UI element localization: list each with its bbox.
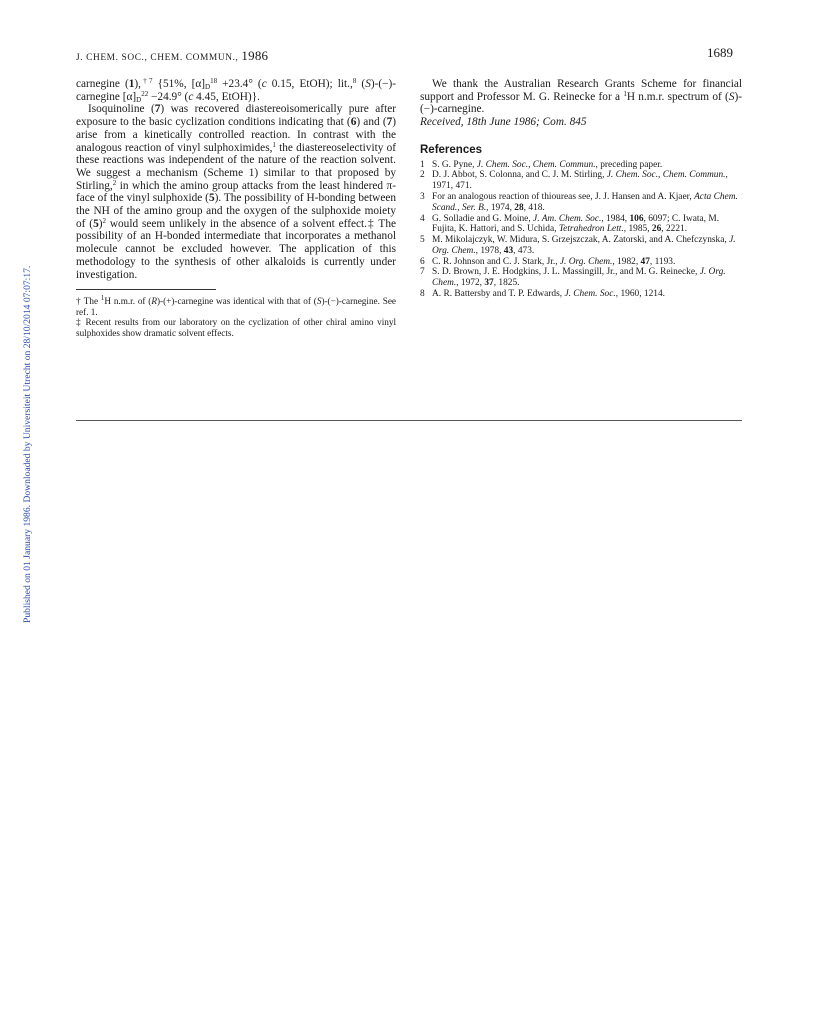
download-notice-link[interactable]: Published on 01 January 1986. Downloaded by Universiteit Utrecht on 28/10/2014 07:07:17. [22, 265, 33, 623]
reference-item: 7 S. D. Brown, J. E. Hodgkins, J. L. Massingill, Jr., and M. G. Reinecke, J. Org. Chem., 1972, 37, 1825. [420, 267, 726, 289]
reference-list [420, 160, 742, 300]
reference-item: 6 C. R. Johnson and C. J. Stark, Jr., J. Org. Chem., 1982, 47, 1193. [420, 256, 676, 267]
right-column [420, 78, 742, 300]
reference-item: 5 M. Mikolajczyk, W. Midura, S. Grzejszczak, A. Zatorski, and A. Chefczynska, J. Org. Chem., 1978, 43, 473. [420, 235, 736, 256]
acknowledgement: We thank the Australian Research Grants Scheme for financial support and Professor M. G. Reinecke for a $^1$H n.m.r. spectrum of (S)-(−)-carnegine. [420, 78, 742, 116]
page-end-rule [76, 420, 742, 421]
journal-year: 1986 [241, 48, 269, 63]
footnote-divider [76, 289, 216, 290]
reference-item: 4 G. Solladie and G. Moine, J. Am. Chem. Soc., 1984, 106, 6097; C. Iwata, M. Fujita, K. Hattori, and S. Uchida, Tetrahedron Lett., 1985, 26, 2221. [420, 213, 720, 235]
download-notice [4, 215, 33, 623]
reference-item: 8 A. R. Battersby and T. P. Edwards, J. Chem. Soc., 1960, 1214. [420, 289, 665, 300]
received-date: Received, 18th June 1986; Com. 845 [420, 116, 587, 129]
reference-item: 3 For an analogous reaction of thioureas see, J. J. Hansen and A. Kjaer, Acta Chem. Scand., Ser. B., 1974, 28, 418. [420, 191, 738, 213]
journal-name: J. CHEM. SOC., CHEM. COMMUN., [76, 53, 242, 63]
paragraph-isoquinoline: Isoquinoline (7) was recovered diastereoisomerically pure after exposure to the basic cyclization conditions indicating that (6) and (7) arise from a kinetically controlled reaction. In contrast with the analogous reaction of vinyl sulphoximides,$^1$ the diastereoselectivity of these reactions was independent of the nature of the reaction solvent. We suggest a mechanism (Scheme 1) similar to that proposed by Stirling,$^2$ in which the amino group attacks from the least hindered π-face of the vinyl sulphoxide (5). The possibility of H-bonding between the NH of the amino group and the oxygen of the sulphoxide moiety of $(5)^2$ would seem unlikely in the absence of a solvent effect.‡ The possibility of an H-bonded intermediate that incorporates a methanol molecule cannot be excluded however. The application of this methodology to the synthesis of other alkaloids is currently under investigation. [76, 103, 396, 281]
page-number: 1689 [707, 45, 733, 60]
footnote-dagger: † The $^1$H n.m.r. of (R)-(+)-carnegine was identical with that of (S)-(−)-carnegine. See ref. 1. [76, 294, 397, 317]
running-head [76, 48, 268, 64]
reference-item: 2 D. J. Abbot, S. Colonna, and C. J. M. Stirling, J. Chem. Soc., Chem. Commun., 1971, 471. [420, 170, 728, 192]
left-column [76, 78, 396, 339]
paragraph-carnegine-rotation: carnegine (1),$^{\dagger 7}$ {51%, $[\alpha]_D^{18} +23.4^\circ$ (c 0.15, EtOH); lit.,$^8$ (S)-(−)-carnegine $[\alpha]_D^{22} -24.9^\circ$ (c 4.45, EtOH)}. [76, 77, 397, 104]
references-heading: References [420, 143, 483, 156]
footnote-double-dagger: ‡ Recent results from our laboratory on the cyclization of other chiral amino vinyl sulphoxides show dramatic solvent effects. [76, 317, 396, 339]
reference-item: 1 S. G. Pyne, J. Chem. Soc., Chem. Commun., preceding paper. [420, 159, 663, 170]
